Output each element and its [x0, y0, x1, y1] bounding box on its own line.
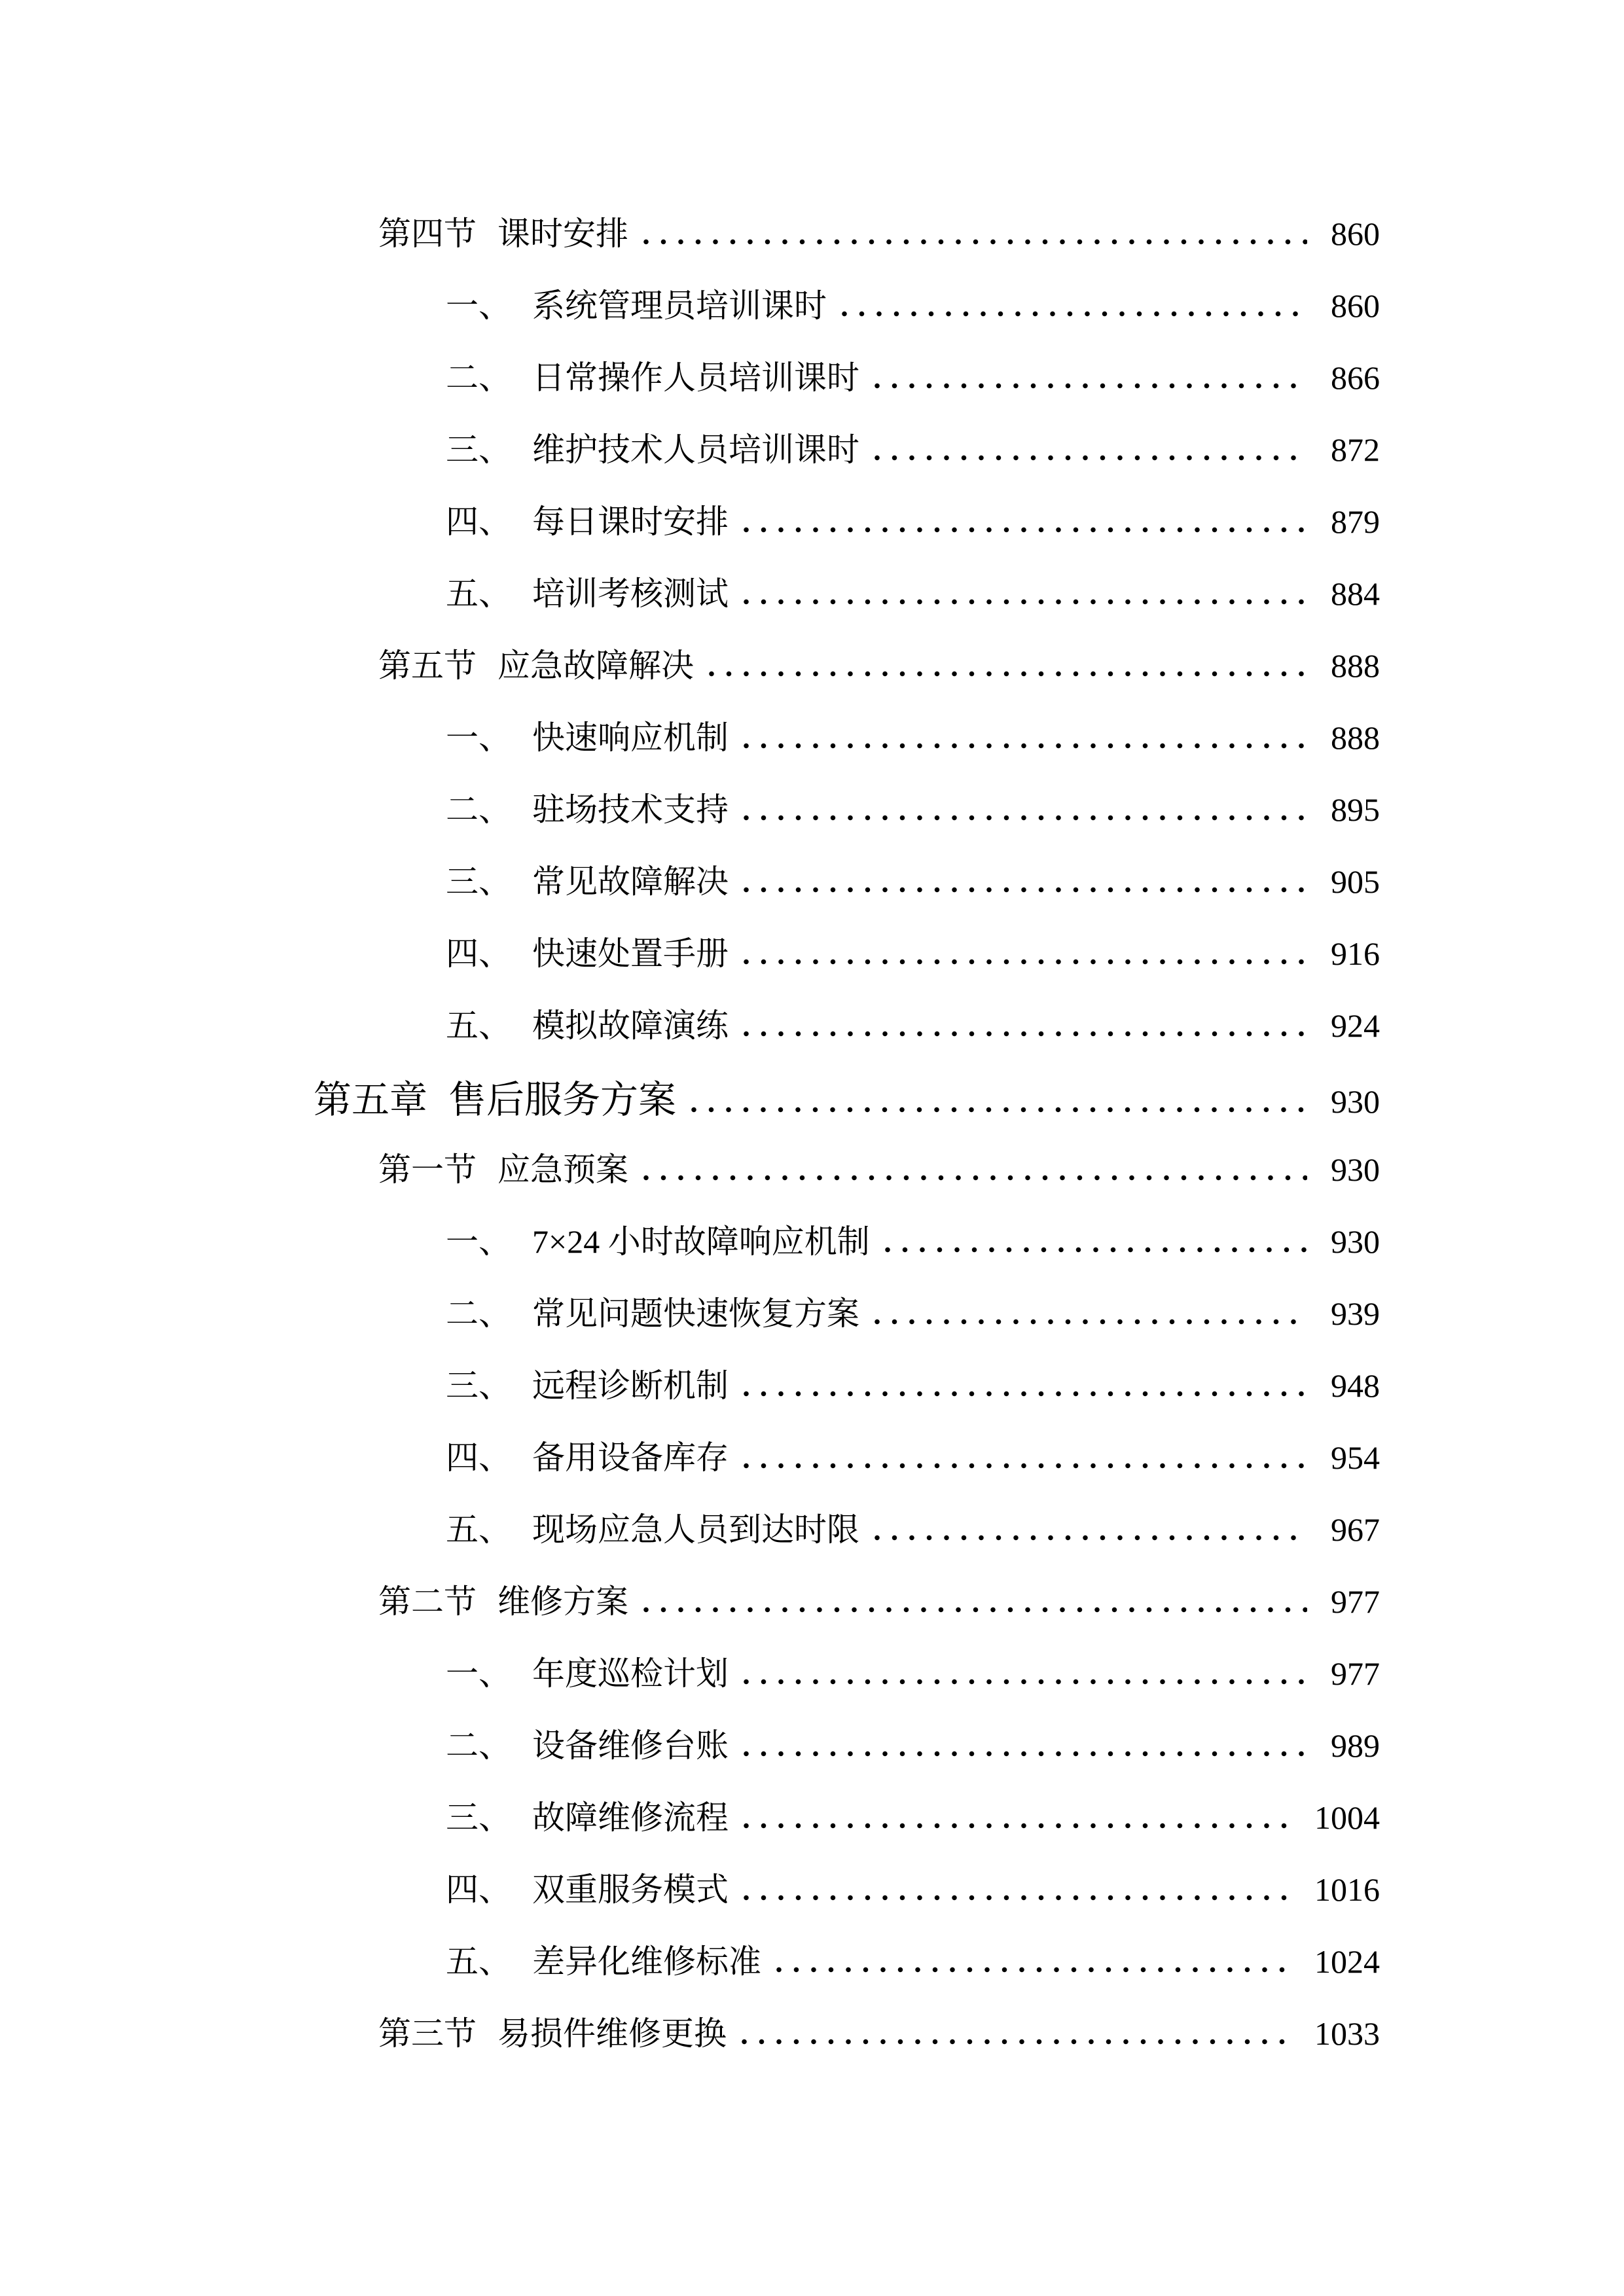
entry-page-number: 905 — [1331, 863, 1380, 900]
entry-title: 快速处置手册 — [532, 935, 729, 972]
entry-prefix: 三、 — [446, 1799, 511, 1836]
entry-page-number: 930 — [1331, 1083, 1380, 1120]
entry-page-number: 866 — [1331, 359, 1380, 396]
toc-entry-section[interactable] — [0, 1585, 1380, 1618]
toc-list — [0, 217, 1380, 2050]
dot-leader-icon — [738, 599, 1307, 605]
entry-prefix: 第五章 — [314, 1079, 428, 1121]
toc-entry-section[interactable] — [0, 649, 1380, 682]
entry-page-number: 879 — [1331, 503, 1380, 540]
dot-leader-icon — [738, 1031, 1307, 1037]
dot-leader-icon — [736, 2039, 1291, 2045]
toc-entry-item[interactable] — [0, 1873, 1380, 1906]
entry-title: 应急故障解决 — [497, 647, 694, 684]
dot-leader-icon — [638, 1607, 1307, 1613]
entry-page-number: 989 — [1331, 1727, 1380, 1764]
entry-title: 常见故障解决 — [532, 863, 729, 900]
dot-leader-icon — [738, 815, 1307, 821]
entry-title: 维修方案 — [497, 1583, 628, 1620]
entry-prefix: 三、 — [446, 1367, 511, 1404]
entry-prefix: 二、 — [446, 359, 511, 396]
dot-leader-icon — [738, 743, 1307, 749]
entry-title: 售后服务方案 — [448, 1079, 677, 1121]
entry-page-number: 924 — [1331, 1007, 1380, 1044]
entry-title: 现场应急人员到达时限 — [532, 1511, 859, 1548]
entry-page-number: 954 — [1331, 1439, 1380, 1476]
entry-page-number: 977 — [1331, 1655, 1380, 1692]
dot-leader-icon — [869, 1319, 1307, 1325]
toc-entry-item[interactable] — [0, 577, 1380, 610]
entry-title: 7×24 小时故障响应机制 — [532, 1223, 870, 1260]
dot-leader-icon — [685, 1107, 1307, 1113]
entry-prefix: 五、 — [446, 1943, 511, 1980]
entry-title: 常见问题快速恢复方案 — [532, 1295, 859, 1332]
dot-leader-icon — [738, 1463, 1307, 1469]
dot-leader-icon — [879, 1247, 1307, 1253]
entry-title: 维护技术人员培训课时 — [532, 431, 859, 468]
entry-page-number: 895 — [1331, 791, 1380, 828]
toc-entry-item[interactable] — [0, 361, 1380, 394]
entry-title: 快速响应机制 — [532, 719, 729, 756]
toc-entry-item[interactable] — [0, 1009, 1380, 1042]
toc-entry-item[interactable] — [0, 793, 1380, 826]
toc-entry-chapter[interactable] — [0, 1081, 1380, 1119]
dot-leader-icon — [738, 527, 1307, 533]
entry-prefix: 第五节 — [378, 647, 477, 684]
entry-title: 日常操作人员培训课时 — [532, 359, 859, 396]
entry-prefix: 四、 — [446, 935, 511, 972]
toc-entry-item[interactable] — [0, 1225, 1380, 1258]
entry-prefix: 五、 — [446, 1511, 511, 1548]
entry-prefix: 一、 — [446, 1223, 511, 1260]
dot-leader-icon — [770, 1967, 1291, 1973]
entry-title: 应急预案 — [497, 1151, 628, 1188]
toc-entry-item[interactable] — [0, 1369, 1380, 1402]
toc-entry-item[interactable] — [0, 865, 1380, 898]
entry-prefix: 第四节 — [378, 215, 477, 252]
toc-entry-item[interactable] — [0, 1729, 1380, 1762]
entry-prefix: 三、 — [446, 863, 511, 900]
toc-entry-section[interactable] — [0, 1153, 1380, 1186]
entry-page-number: 939 — [1331, 1295, 1380, 1332]
toc-entry-item[interactable] — [0, 433, 1380, 466]
entry-page-number: 930 — [1331, 1223, 1380, 1260]
toc-entry-item[interactable] — [0, 1297, 1380, 1330]
dot-leader-icon — [836, 311, 1307, 317]
entry-page-number: 948 — [1331, 1367, 1380, 1404]
entry-title: 模拟故障演练 — [532, 1007, 729, 1044]
dot-leader-icon — [869, 1535, 1307, 1541]
entry-title: 远程诊断机制 — [532, 1367, 729, 1404]
toc-entry-item[interactable] — [0, 1657, 1380, 1690]
entry-page-number: 967 — [1331, 1511, 1380, 1548]
entry-title: 年度巡检计划 — [532, 1655, 729, 1692]
toc-entry-item[interactable] — [0, 505, 1380, 538]
dot-leader-icon — [703, 671, 1307, 677]
entry-prefix: 四、 — [446, 1439, 511, 1476]
entry-title: 备用设备库存 — [532, 1439, 729, 1476]
dot-leader-icon — [738, 1823, 1291, 1829]
entry-title: 设备维修台账 — [532, 1727, 729, 1764]
entry-title: 每日课时安排 — [532, 503, 729, 540]
entry-title: 差异化维修标准 — [532, 1943, 761, 1980]
toc-entry-item[interactable] — [0, 1513, 1380, 1546]
entry-page-number: 1016 — [1314, 1871, 1380, 1908]
toc-entry-item[interactable] — [0, 1441, 1380, 1474]
entry-page-number: 977 — [1331, 1583, 1380, 1620]
entry-prefix: 一、 — [446, 287, 511, 324]
entry-page-number: 872 — [1331, 431, 1380, 468]
entry-title: 驻场技术支持 — [532, 791, 729, 828]
toc-entry-item[interactable] — [0, 1801, 1380, 1834]
entry-title: 系统管理员培训课时 — [532, 287, 827, 324]
dot-leader-icon — [738, 1751, 1307, 1757]
toc-entry-item[interactable] — [0, 937, 1380, 970]
toc-entry-item[interactable] — [0, 289, 1380, 322]
entry-prefix: 第三节 — [378, 2015, 477, 2052]
entry-prefix: 五、 — [446, 1007, 511, 1044]
entry-prefix: 二、 — [446, 791, 511, 828]
dot-leader-icon — [738, 959, 1307, 965]
entry-page-number: 860 — [1331, 287, 1380, 324]
entry-title: 课时安排 — [497, 215, 628, 252]
dot-leader-icon — [738, 887, 1307, 893]
entry-title: 故障维修流程 — [532, 1799, 729, 1836]
dot-leader-icon — [738, 1895, 1291, 1901]
entry-prefix: 第二节 — [378, 1583, 477, 1620]
entry-page-number: 916 — [1331, 935, 1380, 972]
entry-page-number: 930 — [1331, 1151, 1380, 1188]
dot-leader-icon — [638, 239, 1307, 245]
dot-leader-icon — [638, 1175, 1307, 1181]
dot-leader-icon — [869, 455, 1307, 461]
dot-leader-icon — [738, 1391, 1307, 1397]
entry-prefix: 第一节 — [378, 1151, 477, 1188]
entry-prefix: 二、 — [446, 1295, 511, 1332]
entry-page-number: 884 — [1331, 575, 1380, 612]
dot-leader-icon — [738, 1679, 1307, 1685]
toc-entry-section[interactable] — [0, 2017, 1380, 2050]
entry-page-number: 1033 — [1314, 2015, 1380, 2052]
dot-leader-icon — [869, 383, 1307, 389]
entry-prefix: 三、 — [446, 431, 511, 468]
entry-title: 易损件维修更换 — [497, 2015, 727, 2052]
entry-prefix: 五、 — [446, 575, 511, 612]
entry-title: 培训考核测试 — [532, 575, 729, 612]
toc-entry-section[interactable] — [0, 217, 1380, 250]
toc-entry-item[interactable] — [0, 1945, 1380, 1978]
entry-page-number: 888 — [1331, 719, 1380, 756]
entry-page-number: 1004 — [1314, 1799, 1380, 1836]
toc-entry-item[interactable] — [0, 721, 1380, 754]
entry-prefix: 二、 — [446, 1727, 511, 1764]
entry-title: 双重服务模式 — [532, 1871, 729, 1908]
entry-prefix: 一、 — [446, 719, 511, 756]
entry-prefix: 四、 — [446, 1871, 511, 1908]
entry-page-number: 1024 — [1314, 1943, 1380, 1980]
entry-prefix: 四、 — [446, 503, 511, 540]
entry-prefix: 一、 — [446, 1655, 511, 1692]
entry-page-number: 860 — [1331, 215, 1380, 252]
entry-page-number: 888 — [1331, 647, 1380, 684]
